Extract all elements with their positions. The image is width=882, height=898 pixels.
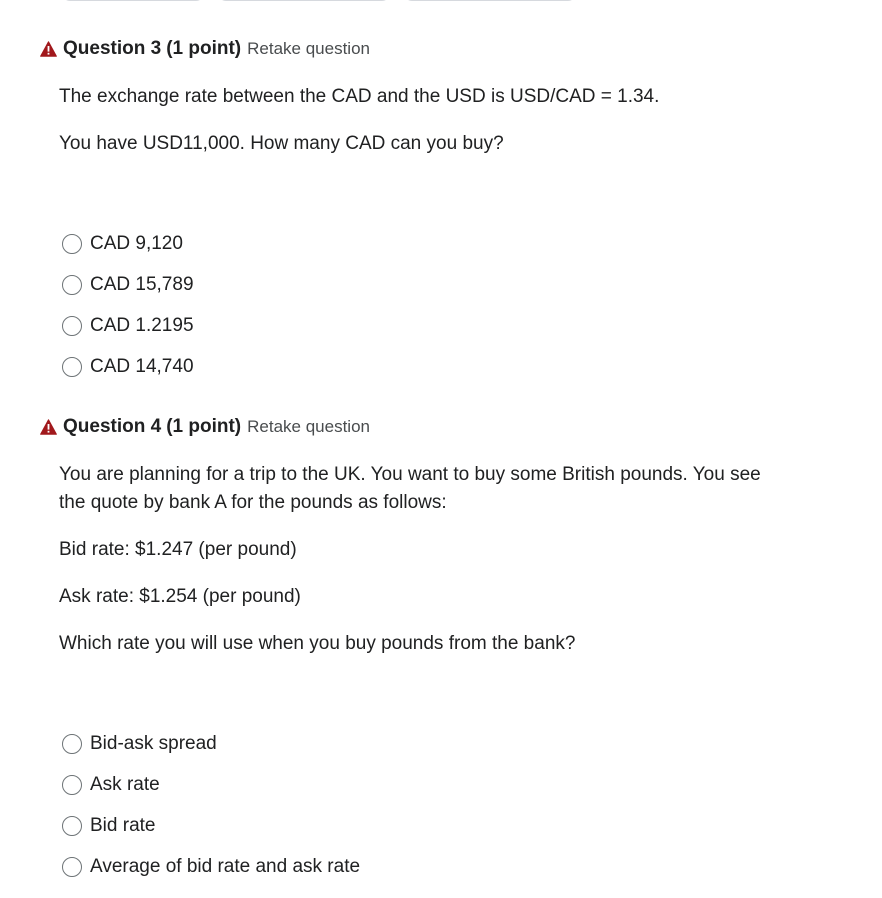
answer-label: Average of bid rate and ask rate	[90, 856, 361, 877]
question-points: (1 point)	[166, 38, 242, 59]
question-text: Ask rate: $1.254 (per pound)	[59, 586, 301, 607]
answer-option[interactable]	[62, 272, 194, 298]
answer-label: Bid-ask spread	[90, 733, 217, 754]
question-text: The exchange rate between the CAD and the USD is USD/CAD = 1.34.	[59, 86, 660, 107]
warning-icon	[40, 419, 57, 435]
answer-label: Bid rate	[90, 815, 156, 836]
answer-label: CAD 1.2195	[90, 315, 194, 336]
question-title: Question 4	[63, 416, 162, 437]
question-text: You have USD11,000. How many CAD can you buy?	[59, 133, 504, 154]
question-4	[40, 415, 840, 877]
question-text: Bid rate: $1.247 (per pound)	[59, 539, 297, 560]
radio-button[interactable]	[62, 275, 82, 295]
top-pill-button[interactable]	[218, 0, 390, 1]
radio-button[interactable]	[62, 857, 82, 877]
answer-option[interactable]	[62, 731, 217, 757]
retake-question-link[interactable]: Retake question	[247, 417, 370, 436]
answer-label: CAD 14,740	[90, 356, 194, 377]
answer-label: CAD 15,789	[90, 274, 194, 295]
answer-label: CAD 9,120	[90, 233, 183, 254]
question-points: (1 point)	[166, 416, 242, 437]
radio-button[interactable]	[62, 234, 82, 254]
answer-label: Ask rate	[90, 774, 160, 795]
top-pill-button[interactable]	[404, 0, 576, 1]
answer-option[interactable]	[62, 231, 183, 257]
question-text: Which rate you will use when you buy pounds from the bank?	[59, 633, 576, 654]
question-title: Question 3	[63, 38, 162, 59]
top-pill-button[interactable]	[62, 0, 204, 1]
retake-question-link[interactable]: Retake question	[247, 39, 370, 58]
question-text: You are planning for a trip to the UK. You want to buy some British pounds. You see the quote by bank A for the pounds as follows:	[59, 464, 761, 513]
radio-button[interactable]	[62, 816, 82, 836]
answer-option[interactable]	[62, 772, 160, 798]
question-header	[40, 37, 840, 61]
question-header	[40, 415, 840, 439]
question-3	[40, 37, 840, 377]
radio-button[interactable]	[62, 357, 82, 377]
answer-option[interactable]	[62, 313, 194, 339]
radio-button[interactable]	[62, 316, 82, 336]
radio-button[interactable]	[62, 775, 82, 795]
answer-option[interactable]	[62, 813, 155, 839]
answer-option[interactable]	[62, 854, 360, 880]
answer-option[interactable]	[62, 354, 194, 380]
radio-button[interactable]	[62, 734, 82, 754]
warning-icon	[40, 41, 57, 57]
